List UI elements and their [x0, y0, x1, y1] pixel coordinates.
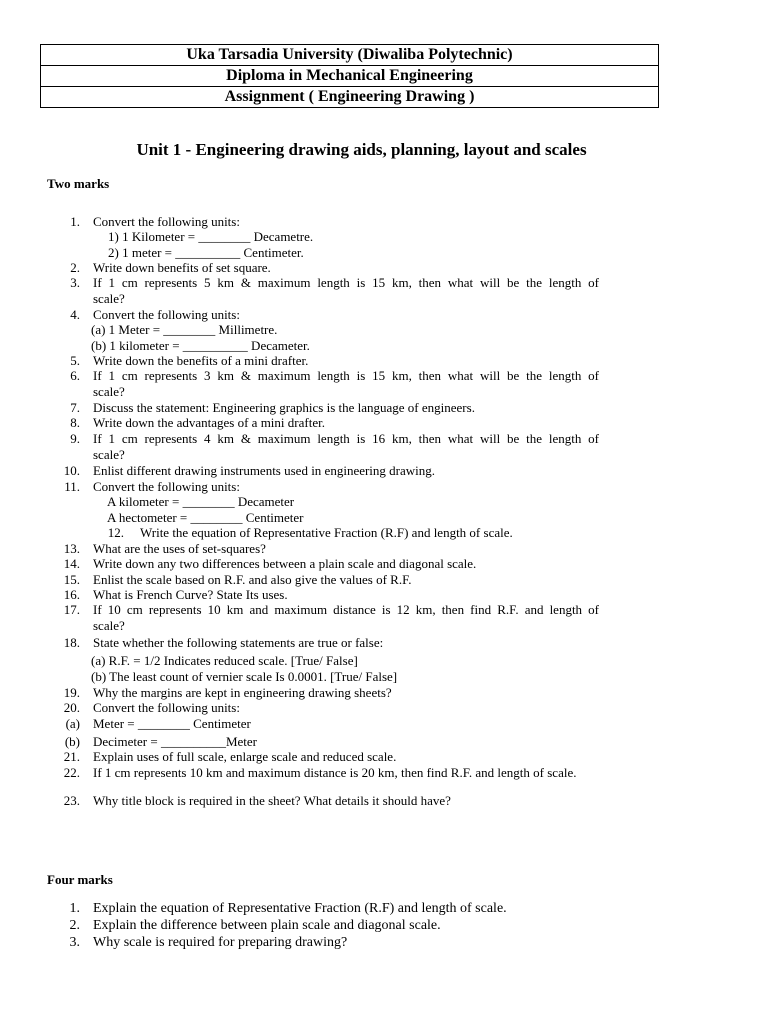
two-marks-item-number: 6. — [70, 368, 80, 383]
two-marks-item-number: 2. — [70, 260, 80, 275]
two-marks-item-number: 21. — [63, 749, 80, 764]
two-marks-item-text: If 1 cm represents 3 km & maximum length is 15 km, then what will be the length of — [93, 368, 599, 383]
two-marks-item-text: Convert the following units: — [93, 214, 240, 229]
two-marks-item-text: scale? — [93, 291, 125, 306]
two-marks-item-number: 20. — [63, 700, 80, 715]
two-marks-item-number: 12. — [107, 525, 124, 540]
two-marks-item-text: (a) 1 Meter = ________ Millimetre. — [91, 322, 278, 337]
two-marks-item-text: Why the margins are kept in engineering drawing sheets? — [93, 685, 392, 700]
two-marks-item-text: Write down the benefits of a mini drafter. — [93, 353, 309, 368]
two-marks-item-text: If 10 cm represents 10 km and maximum distance is 12 km, then find R.F. and length of — [93, 602, 599, 617]
two-marks-item-text: (b) 1 kilometer = __________ Decameter. — [91, 338, 310, 353]
two-marks-item-text: If 1 cm represents 10 km and maximum distance is 20 km, then find R.F. and length of scale. — [93, 765, 577, 780]
assignment-title: Assignment ( Engineering Drawing ) — [41, 86, 658, 107]
two-marks-item-text: Write down the advantages of a mini drafter. — [93, 415, 325, 430]
two-marks-label: Two marks — [47, 176, 110, 191]
two-marks-item-text: scale? — [93, 384, 125, 399]
two-marks-item-text: State whether the following statements are true or false: — [93, 635, 384, 650]
two-marks-item-text: Why title block is required in the sheet? What details it should have? — [93, 793, 451, 808]
two-marks-item-text: If 1 cm represents 5 km & maximum length is 15 km, then what will be the length of — [93, 275, 599, 290]
two-marks-item-number: (a) — [65, 716, 80, 731]
two-marks-item-number: 8. — [70, 415, 80, 430]
four-marks-item-number: 2. — [69, 918, 80, 933]
two-marks-item-number: 23. — [63, 793, 80, 808]
two-marks-item-number: 13. — [63, 541, 80, 556]
two-marks-item-number: 1. — [70, 214, 80, 229]
two-marks-item-number: 9. — [70, 431, 80, 446]
two-marks-item-text: If 1 cm represents 4 km & maximum length is 16 km, then what will be the length of — [93, 431, 599, 446]
two-marks-item-text: Meter = ________ Centimeter — [93, 716, 251, 731]
two-marks-item-number: 14. — [63, 556, 80, 571]
two-marks-item-text: Convert the following units: — [93, 307, 240, 322]
two-marks-item-number: 7. — [70, 400, 80, 415]
two-marks-item-text: scale? — [93, 447, 125, 462]
two-marks-item-text: Write down benefits of set square. — [93, 260, 271, 275]
two-marks-item-text: Write the equation of Representative Fraction (R.F) and length of scale. — [140, 525, 513, 540]
university-name: Uka Tarsadia University (Diwaliba Polytechnic) — [186, 46, 513, 63]
four-marks-item-text: Why scale is required for preparing drawing? — [93, 935, 348, 950]
two-marks-item-text: Discuss the statement: Engineering graphics is the language of engineers. — [93, 400, 475, 415]
two-marks-item-number: 19. — [63, 685, 80, 700]
two-marks-item-text: Convert the following units: — [93, 479, 240, 494]
two-marks-item-text: Enlist different drawing instruments used in engineering drawing. — [93, 463, 436, 478]
two-marks-item-number: (b) — [64, 734, 80, 749]
two-marks-item-number: 22. — [63, 765, 80, 780]
two-marks-item-text: 2) 1 meter = __________ Centimeter. — [108, 245, 304, 260]
four-marks-item-text: Explain the difference between plain scale and diagonal scale. — [93, 918, 441, 933]
four-marks-item-number: 3. — [69, 935, 80, 950]
two-marks-item-text: Convert the following units: — [93, 700, 240, 715]
two-marks-item-text: scale? — [93, 618, 125, 633]
two-marks-item-text: Write down any two differences between a plain scale and diagonal scale. — [93, 556, 477, 571]
two-marks-item-number: 5. — [70, 353, 80, 368]
two-marks-item-text: (b) The least count of vernier scale Is 0.0001. [True/ False] — [91, 669, 398, 684]
two-marks-item-number: 16. — [63, 587, 80, 602]
header-box — [40, 44, 659, 108]
two-marks-item-text: A kilometer = ________ Decameter — [107, 494, 295, 509]
two-marks-item-number: 17. — [63, 602, 80, 617]
two-marks-item-number: 11. — [64, 479, 80, 494]
two-marks-item-number: 15. — [63, 572, 80, 587]
two-marks-item-number: 10. — [63, 463, 80, 478]
four-marks-label: Four marks — [47, 872, 113, 887]
two-marks-item-text: A hectometer = ________ Centimeter — [107, 510, 304, 525]
two-marks-item-text: Enlist the scale based on R.F. and also give the values of R.F. — [93, 572, 412, 587]
two-marks-item-text: Explain uses of full scale, enlarge scale and reduced scale. — [93, 749, 397, 764]
two-marks-item-number: 3. — [70, 275, 80, 290]
four-marks-item-number: 1. — [69, 901, 80, 916]
two-marks-item-text: What is French Curve? State Its uses. — [93, 587, 288, 602]
two-marks-item-number: 18. — [63, 635, 80, 650]
two-marks-item-text: Decimeter = __________Meter — [93, 734, 258, 749]
diploma-name: Diploma in Mechanical Engineering — [41, 65, 658, 86]
four-marks-item-text: Explain the equation of Representative Fraction (R.F) and length of scale. — [93, 901, 507, 916]
two-marks-item-text: 1) 1 Kilometer = ________ Decametre. — [108, 229, 314, 244]
two-marks-item-text: What are the uses of set-squares? — [93, 541, 266, 556]
unit-title: Unit 1 - Engineering drawing aids, planning, layout and scales — [136, 140, 587, 159]
two-marks-item-number: 4. — [70, 307, 80, 322]
two-marks-item-text: (a) R.F. = 1/2 Indicates reduced scale. [True/ False] — [91, 653, 358, 668]
